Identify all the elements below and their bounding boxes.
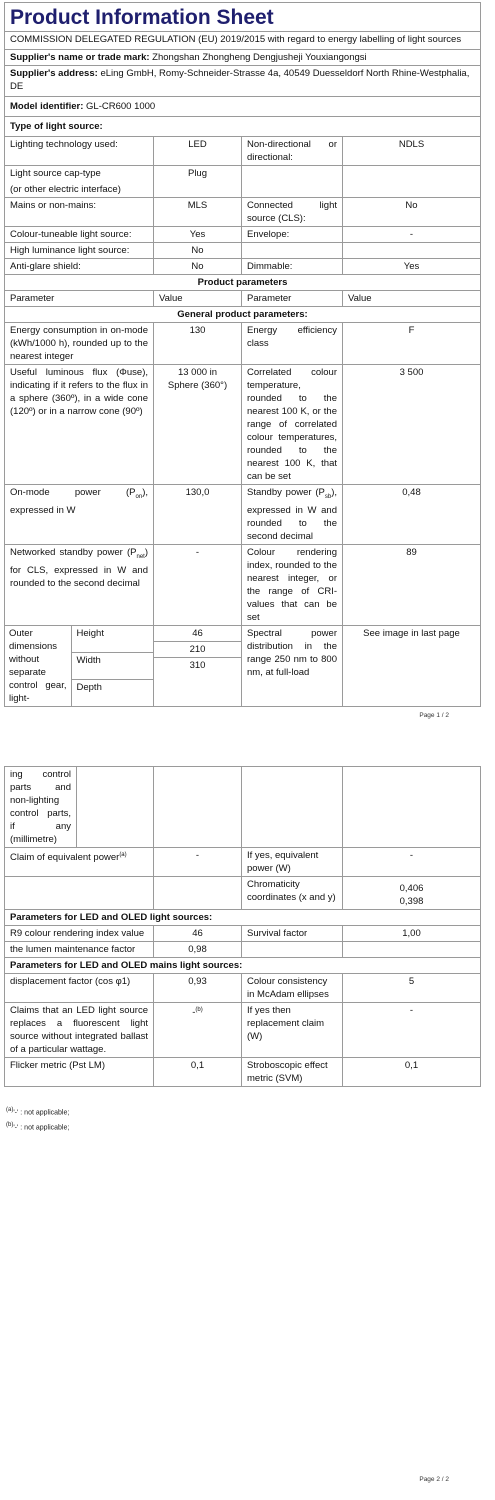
outer-dimensions-label: Outer dimensions without separate control gear, light- [5, 626, 71, 706]
footnote-a: $^{(a)}$'-' : not applicable; [6, 1107, 70, 1117]
lighting-tech-label: Lighting technology used: [5, 137, 154, 166]
general-parameters-heading: General product parameters: [5, 307, 481, 323]
equivalent-power-value: - [154, 848, 242, 877]
equivalent-power-w-label: If yes, equivalent power (W) [242, 848, 343, 877]
empty-cell [242, 767, 343, 848]
mains-section-heading: Parameters for LED and OLED mains light sources: [5, 958, 481, 974]
empty-cell [242, 166, 343, 198]
product-parameters-heading: Product parameters [5, 275, 481, 291]
empty-cell [242, 942, 343, 958]
height-label: Height [71, 626, 153, 652]
page-number-2: Page 2 / 2 [419, 1476, 449, 1483]
lumen-maintenance-label: the lumen maintenance factor [5, 942, 154, 958]
r9-label: R9 colour rendering index value [5, 926, 154, 942]
cap-type-label-a: Light source cap-type [10, 168, 101, 179]
col-header-parameter-2: Parameter [242, 291, 343, 307]
model-identifier: GL-CR600 1000 [86, 101, 156, 112]
displacement-factor-label: displacement factor (cos φ1) [5, 974, 154, 1003]
empty-cell [5, 877, 154, 910]
type-of-light-source-label: Type of light source: [5, 117, 481, 137]
standby-power-value: 0,48 [343, 485, 481, 545]
envelope-value: - [343, 227, 481, 243]
info-table-page-1 [4, 2, 481, 707]
energy-class-value: F [343, 323, 481, 365]
high-luminance-label: High luminance light source: [5, 243, 154, 259]
colour-tuneable-label: Colour-tuneable light source: [5, 227, 154, 243]
spd-value: See image in last page [343, 625, 481, 706]
info-table-page-2 [4, 766, 481, 1087]
flicker-metric-label: Flicker metric (Pst LM) [5, 1058, 154, 1087]
empty-cell [242, 243, 343, 259]
page-1 [4, 2, 479, 707]
chromaticity-x: 0,406 [399, 883, 424, 894]
networked-standby-value: - [154, 544, 242, 625]
equivalent-power-w-value: - [343, 848, 481, 877]
luminous-flux-label: Useful luminous flux (Φuse), indicating if it refers to the flux in a sphere (360º), in a wide cone (120º) or in a narrow cone (90º) [5, 365, 154, 485]
energy-consumption-label: Energy consumption in on-mode (kWh/1000 h), rounded up to the nearest integer [5, 323, 154, 365]
envelope-label: Envelope: [242, 227, 343, 243]
page-number-1: Page 1 / 2 [419, 712, 449, 719]
footnote-b: $^{(b)}$'-' : not applicable; [6, 1122, 70, 1132]
on-mode-power-value: 130,0 [154, 485, 242, 545]
supplier-name-row [5, 50, 481, 66]
cct-label: Correlated colour temperature, rounded to the nearest 100 K, or the range of correlated colour temperatures, rounded to the nearest 100 K, that can be set [242, 365, 343, 485]
depth-value: 310 [189, 659, 206, 671]
survival-factor-value: 1,00 [343, 926, 481, 942]
outer-dimensions-continued: ing control parts and non-lighting control parts, if any (millimetre) [5, 767, 77, 848]
model-row [5, 97, 481, 117]
cls-value: No [343, 198, 481, 227]
depth-label: Depth [76, 681, 102, 693]
survival-factor-label: Survival factor [242, 926, 343, 942]
svm-value: 0,1 [343, 1058, 481, 1087]
displacement-factor-value: 0,93 [154, 974, 242, 1003]
empty-cell [343, 166, 481, 198]
colour-consistency-value: 5 [343, 974, 481, 1003]
luminous-flux-value [154, 365, 242, 485]
regulation-text: COMMISSION DELEGATED REGULATION (EU) 2019/2015 with regard to energy labelling of light sources [5, 32, 481, 50]
dimensions-values-cell [154, 625, 242, 706]
cap-type-label [5, 166, 154, 198]
fluorescent-claim-value: -$^{(b)}$ [154, 1003, 242, 1058]
replacement-claim-label: If yes then replacement claim (W) [242, 1003, 343, 1058]
cct-value: 3 500 [343, 365, 481, 485]
lighting-tech-value: LED [154, 137, 242, 166]
lumen-maintenance-value: 0,98 [154, 942, 242, 958]
flicker-metric-value: 0,1 [154, 1058, 242, 1087]
chromaticity-label: Chromaticity coordinates (x and y) [242, 877, 343, 910]
r9-value: 46 [154, 926, 242, 942]
anti-glare-label: Anti-glare shield: [5, 259, 154, 275]
model-label: Model identifier: [10, 101, 84, 112]
supplier-name-label: Supplier's name or trade mark: [10, 52, 150, 63]
energy-consumption-value: 130 [154, 323, 242, 365]
col-header-value: Value [154, 291, 242, 307]
chromaticity-value [343, 877, 481, 910]
empty-cell [154, 877, 242, 910]
directional-label: Non-directional or directional: [242, 137, 343, 166]
cri-value: 89 [343, 544, 481, 625]
dimmable-value: Yes [343, 259, 481, 275]
height-value: 46 [154, 626, 241, 642]
spd-label: Spectral power distribution in the range 250 nm to 800 nm, at full-load [242, 625, 343, 706]
networked-standby-label: Networked standby power $(P_{net})$ for CLS, expressed in W and rounded to the second decimal [5, 544, 154, 625]
width-value: 210 [154, 642, 241, 658]
directional-value: NDLS [343, 137, 481, 166]
empty-cell [343, 942, 481, 958]
empty-cell [77, 767, 154, 848]
cap-type-value: Plug [154, 166, 242, 198]
dimmable-label: Dimmable: [242, 259, 343, 275]
supplier-name: Zhongshan Zhongheng Dengjusheji Youxiangongsi [152, 52, 367, 63]
outer-dimensions-cell [5, 625, 154, 706]
energy-class-label: Energy efficiency class [242, 323, 343, 365]
colour-consistency-label: Colour consistency in McAdam ellipses [242, 974, 343, 1003]
equivalent-power-label: Claim of equivalent power$^{(a)}$ [5, 848, 154, 877]
on-mode-power-label: On-mode power $(P_{on})$, expressed in W [5, 485, 154, 545]
page-2 [4, 766, 479, 1087]
sheet-title: Product Information Sheet [5, 3, 481, 32]
anti-glare-value: No [154, 259, 242, 275]
led-section-heading: Parameters for LED and OLED light sources: [5, 910, 481, 926]
mains-value: MLS [154, 198, 242, 227]
replacement-claim-value: - [343, 1003, 481, 1058]
col-header-value-2: Value [343, 291, 481, 307]
cri-label: Colour rendering index, rounded to the nearest integer, or the range of CRI-values that can be set [242, 544, 343, 625]
empty-cell [343, 243, 481, 259]
supplier-address-label: Supplier's address: [10, 68, 98, 79]
svm-label: Stroboscopic effect metric (SVM) [242, 1058, 343, 1087]
col-header-parameter: Parameter [5, 291, 154, 307]
chromaticity-y: 0,398 [399, 896, 424, 907]
empty-cell [343, 767, 481, 848]
empty-cell [154, 767, 242, 848]
colour-tuneable-value: Yes [154, 227, 242, 243]
luminous-flux-value-b: Sphere (360°) [167, 380, 228, 391]
mains-label: Mains or non-mains: [5, 198, 154, 227]
supplier-address: eLing GmbH, Romy-Schneider-Strasse 4a, 40549 Duesseldorf North Rhine-Westphalia, DE [10, 68, 470, 92]
width-label: Width [71, 652, 153, 679]
standby-power-label: Standby power $(P_{sb})$, expressed in W and rounded to the second decimal [242, 485, 343, 545]
supplier-address-row [5, 66, 481, 97]
cap-type-label-b: (or other electric interface) [10, 184, 121, 195]
luminous-flux-value-a: 13 000 in [177, 367, 218, 378]
cls-label: Connected light source (CLS): [242, 198, 343, 227]
high-luminance-value: No [154, 243, 242, 259]
fluorescent-claim-label: Claims that an LED light source replaces a fluorescent light source without integrated ballast of a particular wattage. [5, 1003, 154, 1058]
